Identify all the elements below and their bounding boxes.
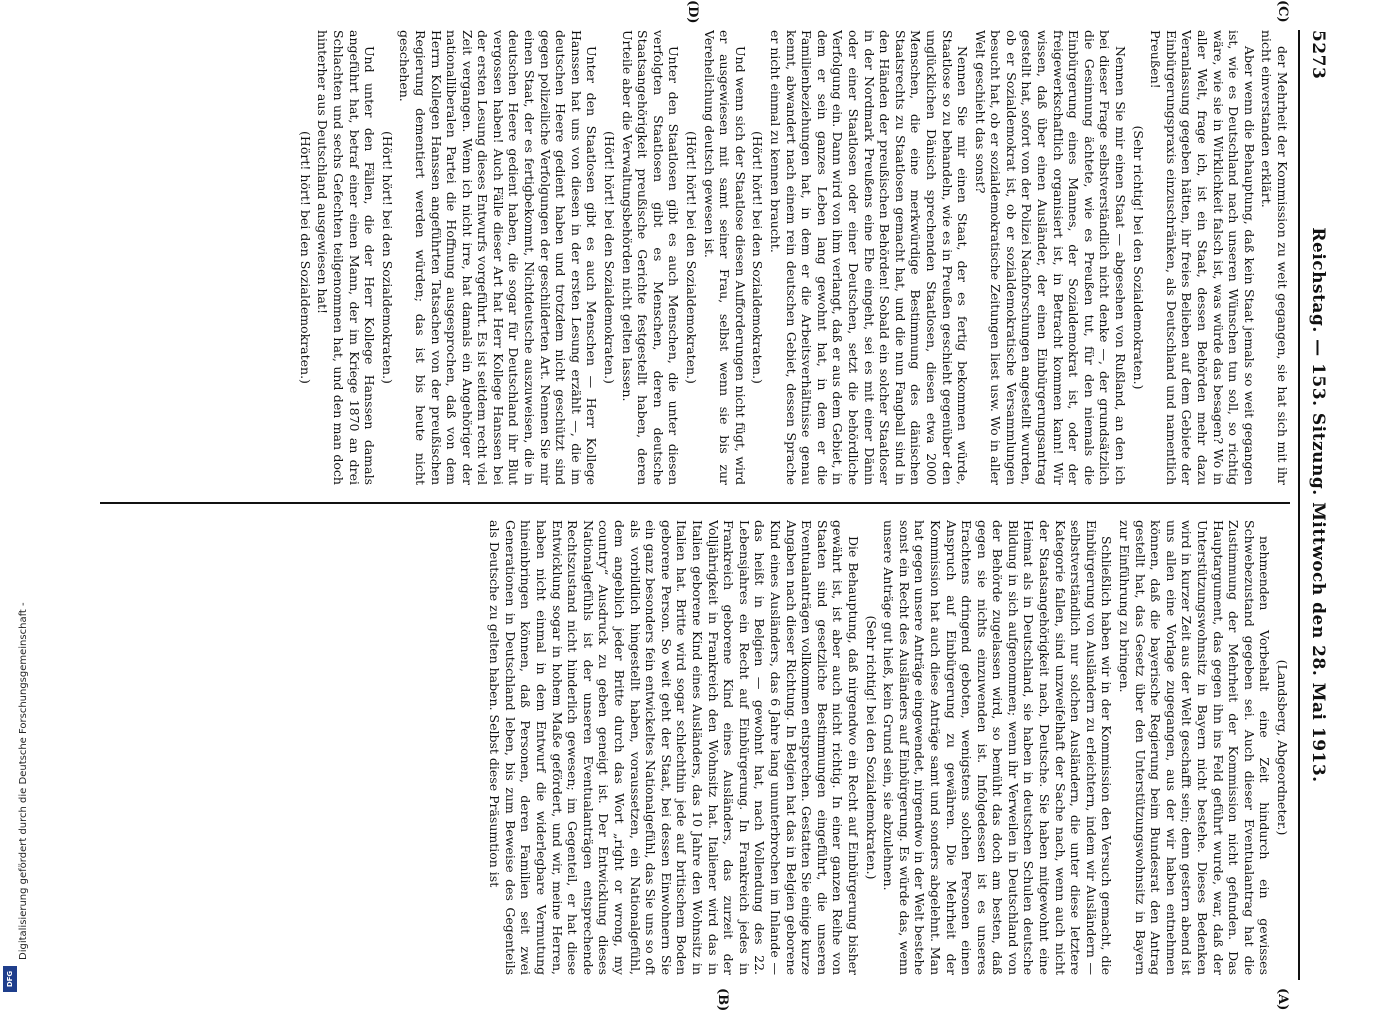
paragraph: der Mehrheit der Kommission zu weit gegangen, sie hat sich mit ihr nicht einverstanden erklärt. [1259, 30, 1290, 485]
paragraph: (Sehr richtig! bei den Sozialdemokraten.) [1130, 125, 1146, 390]
paragraph: (Hört! hört! bei den Sozialdemokraten.) [379, 131, 395, 384]
header-rule [1298, 30, 1300, 980]
margin-marker-c: (C) [1275, 0, 1290, 23]
column-divider [100, 502, 1290, 504]
page-header [1304, 30, 1330, 980]
right-text-column [100, 520, 1290, 975]
paragraph: Und unter den Fällen, die der Herr Kollege Hanssen damals angeführt hat, betraf einer einen Mann, der im Kriege 1870 an drei Schlachten und sechs Gefechten teilgenommen hat, und den man doch hinterher aus Deutschland ausgewiesen hat! [315, 30, 378, 485]
margin-marker-a: (A) [1275, 988, 1290, 1011]
paragraph: (Hört! hört! bei den Sozialdemokraten.) [602, 131, 618, 384]
paragraph: (Hört! hört! bei den Sozialdemokraten.) [297, 131, 313, 384]
paragraph: Aber wenn die Behauptung, daß kein Staat jemals so weit gegangen ist, wie es Deutschland nach unseren Wünschen tun soll, so richtig wäre, wie sie in Wirklichkeit falsch ist, was würde das besagen? Wo in aller Welt, frage ich, ist ein Staat, dessen Behörden mehr dazu Veranlassung gegeben hätten, ihr freies Belieben auf dem Gebiete der Einbürgerungspraxis einzuschränken, als Deutschland und namentlich Preußen! [1148, 30, 1257, 485]
dfg-logo-text: DFG [6, 970, 14, 988]
paragraph: nehmenden Vorbehalt eine Zeit hindurch ein gewisses Schwebezustand gegeben sei. Auch dieser Eventualantrag hat die Zustimmung der Mehrheit der Kommission nicht gefunden. Das Hauptargument, das gegen ihn ins Feld geführt wurde, war, daß der Unterstützungswohnsitz in Bayern nicht bestehe. Dieses Bedenken wird in kurzer Zeit aus der Welt geschafft sein; denn gestern abend ist uns allen eine Vorlage zugegangen, aus der wir haben entnehmen können, daß die bayerische Regierung beim Bundesrat den Antrag gestellt hat, das Gesetz über den Unterstützungswohnsitz in Bayern zur Einführung zu bringen. [1117, 520, 1273, 975]
page-title: Reichstag. — 153. Sitzung. Mittwoch den 28. Mai 1913. [1308, 227, 1328, 783]
page-number: 5273 [1308, 30, 1328, 80]
paragraph: Und wenn sich der Staatlose diesen Aufforderungen nicht fügt, wird er ausgewiesen mit samt seiner Frau, selbst wenn sie bis zur Verehelichung deutsch gewesen ist. [701, 30, 748, 485]
margin-marker-d: (D) [685, 0, 700, 24]
paragraph: Unter den Staatlosen gibt es auch Menschen, die unter diesen verfolgten Staatlosen gibt es Menschen, deren deutsche Staatsangehörigkeit preußische Gerichte festgestellt haben, deren Urteile aber die Verwaltungsbehörden nicht gelten lassen. [619, 30, 682, 485]
digitization-credit-text: Digitalisierung gefördert durch die Deutsche Forschungsgemeinschaft - [18, 602, 29, 960]
paragraph: (Hört! hört! bei den Sozialdemokraten.) [684, 131, 700, 384]
paragraph: (Hört! hört! bei den Sozialdemokraten.) [750, 131, 766, 384]
paragraph: Nennen Sie mir einen Staat — abgesehen von Rußland, an den ich bei dieser Frage selbstverständlich nicht denke —, der grundsätzlich die Gesinnung ächtete, wie es Preußen tut, für den niemals die Einbürgerung eines Mannes, der Sozialdemokrat ist, oder der freigewerkschaftlich organisiert ist, in Betracht kommen kann! Wir wissen, daß über einen Ausländer, der einen Einbürgerungsantrag gestellt hat, sofort von der Polizei Nachforschungen angestellt wurden, ob er Sozialdemokrat ist, ob er sozialdemokratische Versammlungen besucht hat, ob er sozialdemokratische Zeitungen liest usw. Wo in aller Welt geschieht das sonst? [972, 30, 1129, 485]
paragraph: (Landsberg, Abgeordneter.) [1275, 659, 1290, 836]
digitization-credit-strip [0, 0, 29, 1000]
dfg-logo [3, 966, 17, 992]
paragraph: Die Behauptung, daß nirgendwo ein Recht auf Einbürgerung bisher gewährt ist, ist aber auch nicht richtig. In einer ganzen Reihe von Staaten sind gesetzliche Bestimmungen eingeführt, die unseren Eventualanträgen vollkommen entsprechen. Gestatten Sie einige kurze Angaben nach dieser Richtung. In Belgien hat das in Belgien geborene Kind eines Ausländers, das 6 Jahre lang ununterbrochen im Inlande — das heißt in Belgien — gewohnt hat, nach Vollendung des 22. Lebensjahres ein Recht auf Einbürgerung. In Frankreich jedes in Frankreich geborene Kind eines Ausländers, das zurzeit der Volljährigkeit in Frankreich den Wohnsitz hat. Italiener wird das in Italien geborene Kind eines Ausländers, das 10 Jahre den Wohnsitz in Italien hat. Britte wird sogar schlechthin jede auf britischem Boden geborene Person. So weit geht der Staat, bei dessen Einwohnern Sie ein ganz besonders fein entwickeltes Nationalgefühl, das Sie uns so oft als vorbildlich hingestellt haben, voraussetzen, ein Nationalgefühl, dem angeblich jeder Britte durch das Wort „right or wrong, my country“ Ausdruck zu geben geneigt ist. Der Entwicklung dieses Nationalgefühls ist der unseren Eventualanträgen entsprechende Rechtszustand nicht hinderlich gewesen; im Gegenteil, er hat diese Entwicklung sogar in hohem Maße gefördert, und wir, meine Herren, haben nicht einmal in dem Entwurf die widerlegbare Vermutung hineinbringen können, daß Personen, deren Familien seit zwei Generationen in Deutschland leben, bis zum Beweise des Gegenteils als Deutsche zu gelten haben. Selbst diese Präsumtion ist [487, 520, 861, 975]
paragraph: Unter den Staatlosen gibt es auch Menschen — Herr Kollege Hanssen hat uns von diesen in der ersten Lesung erzählt —, die im deutschen Heere gedient haben und trotzdem nicht geschützt sind gegen polizeiliche Verfolgungen der geschilderten Art. Nennen Sie mir einen Staat, der es fertigbekommt, Nichtdeutsche auszuweisen, die in deutschen Heere gedient haben, die sogar für Deutschland ihr Blut vergossen haben! Auch Fälle dieser Art hat Herr Kollege Hanssen bei der ersten Lesung dieses Entwurfs vorgeführt. Es ist seitdem recht viel Zeit vergangen. Wenn ich nicht irre, hat damals ein Angehöriger der nationalliberalen Partei die Hoffnung ausgesprochen, daß von dem Herrn Kollegen Hanssen angeführten Tatsachen von der preußischen Regierung dementiert werden würden; das ist bis heute nicht geschehen. [397, 30, 600, 485]
rotated-newspaper-page [75, 0, 1330, 1011]
paragraph: Schließlich haben wir in der Kommission den Versuch gemacht, die Einbürgerung von Ausländern zu erleichtern, indem wir Ausländern — selbstverständlich nur solchen Ausländern, die unter diese letztere Kategorie fallen, sind unzweifelhaft der Sache nach, wenn auch nicht der Staatsangehörigkeit nach, Deutsche. Sie haben mitgewohnt eine Heimat als in Deutschland, sie haben in deutschen Schulen deutsche Bildung in sich aufgenommen; wenn ihr Verweilen in Deutschland von der Behörde zugelassen wird, so bemüht das doch am besten, daß gegen sie nichts einzuwenden ist. Infolgedessen ist es unseres Erachtens dringend geboten, wenigstens solchen Personen einen Anspruch auf Einbürgerung zu gewähren. Die Mehrheit der Kommission hat auch diese Anträge samt und sonders abgelehnt. Man hat gegen unsere Anträge eingewendet, nirgendwo in der Welt bestehe sonst ein Recht des Ausländers auf Einbürgerung. Es würde das, wenn unsere Anträge gut hieß, kein Grund sein, sie abzulehnen. [881, 520, 1115, 975]
left-text-column [100, 30, 1290, 485]
paragraph: Nennen Sie mir einen Staat, der es fertig bekommen würde, Staatlose so zu behandeln, wie es in Preußen geschieht gegenüber den unglücklichen Dänisch sprechenden Staatlosen, diesen etwa 2000 Menschen, die eine merkwürdige Bestimmung des dänischen Staatsrechts zu Staatlosen gemacht hat, und die nun Fangball sind in den Händen der preußischen Behörden! Sobald ein solcher Staatloser in der Nordmark Preußens eine Ehe eingeht, sei es mit einer Dänin oder einer Staatlosen oder einer Deutschen, setzt die behördliche Verfolgung ein. Dann wird von ihm verlangt, daß er aus dem Gebiet, in dem er sein ganzes Leben lang gewohnt hat, in dem er die Familienbeziehungen hat, in dem er die Arbeitsverhältnisse genau kennt, abwandert nach einem rein deutschen Gebiet, dessen Sprache er nicht einmal zu kennen braucht. [768, 30, 971, 485]
paragraph: (Sehr richtig! bei den Sozialdemokraten.) [863, 615, 879, 880]
margin-marker-b: (B) [715, 988, 730, 1011]
